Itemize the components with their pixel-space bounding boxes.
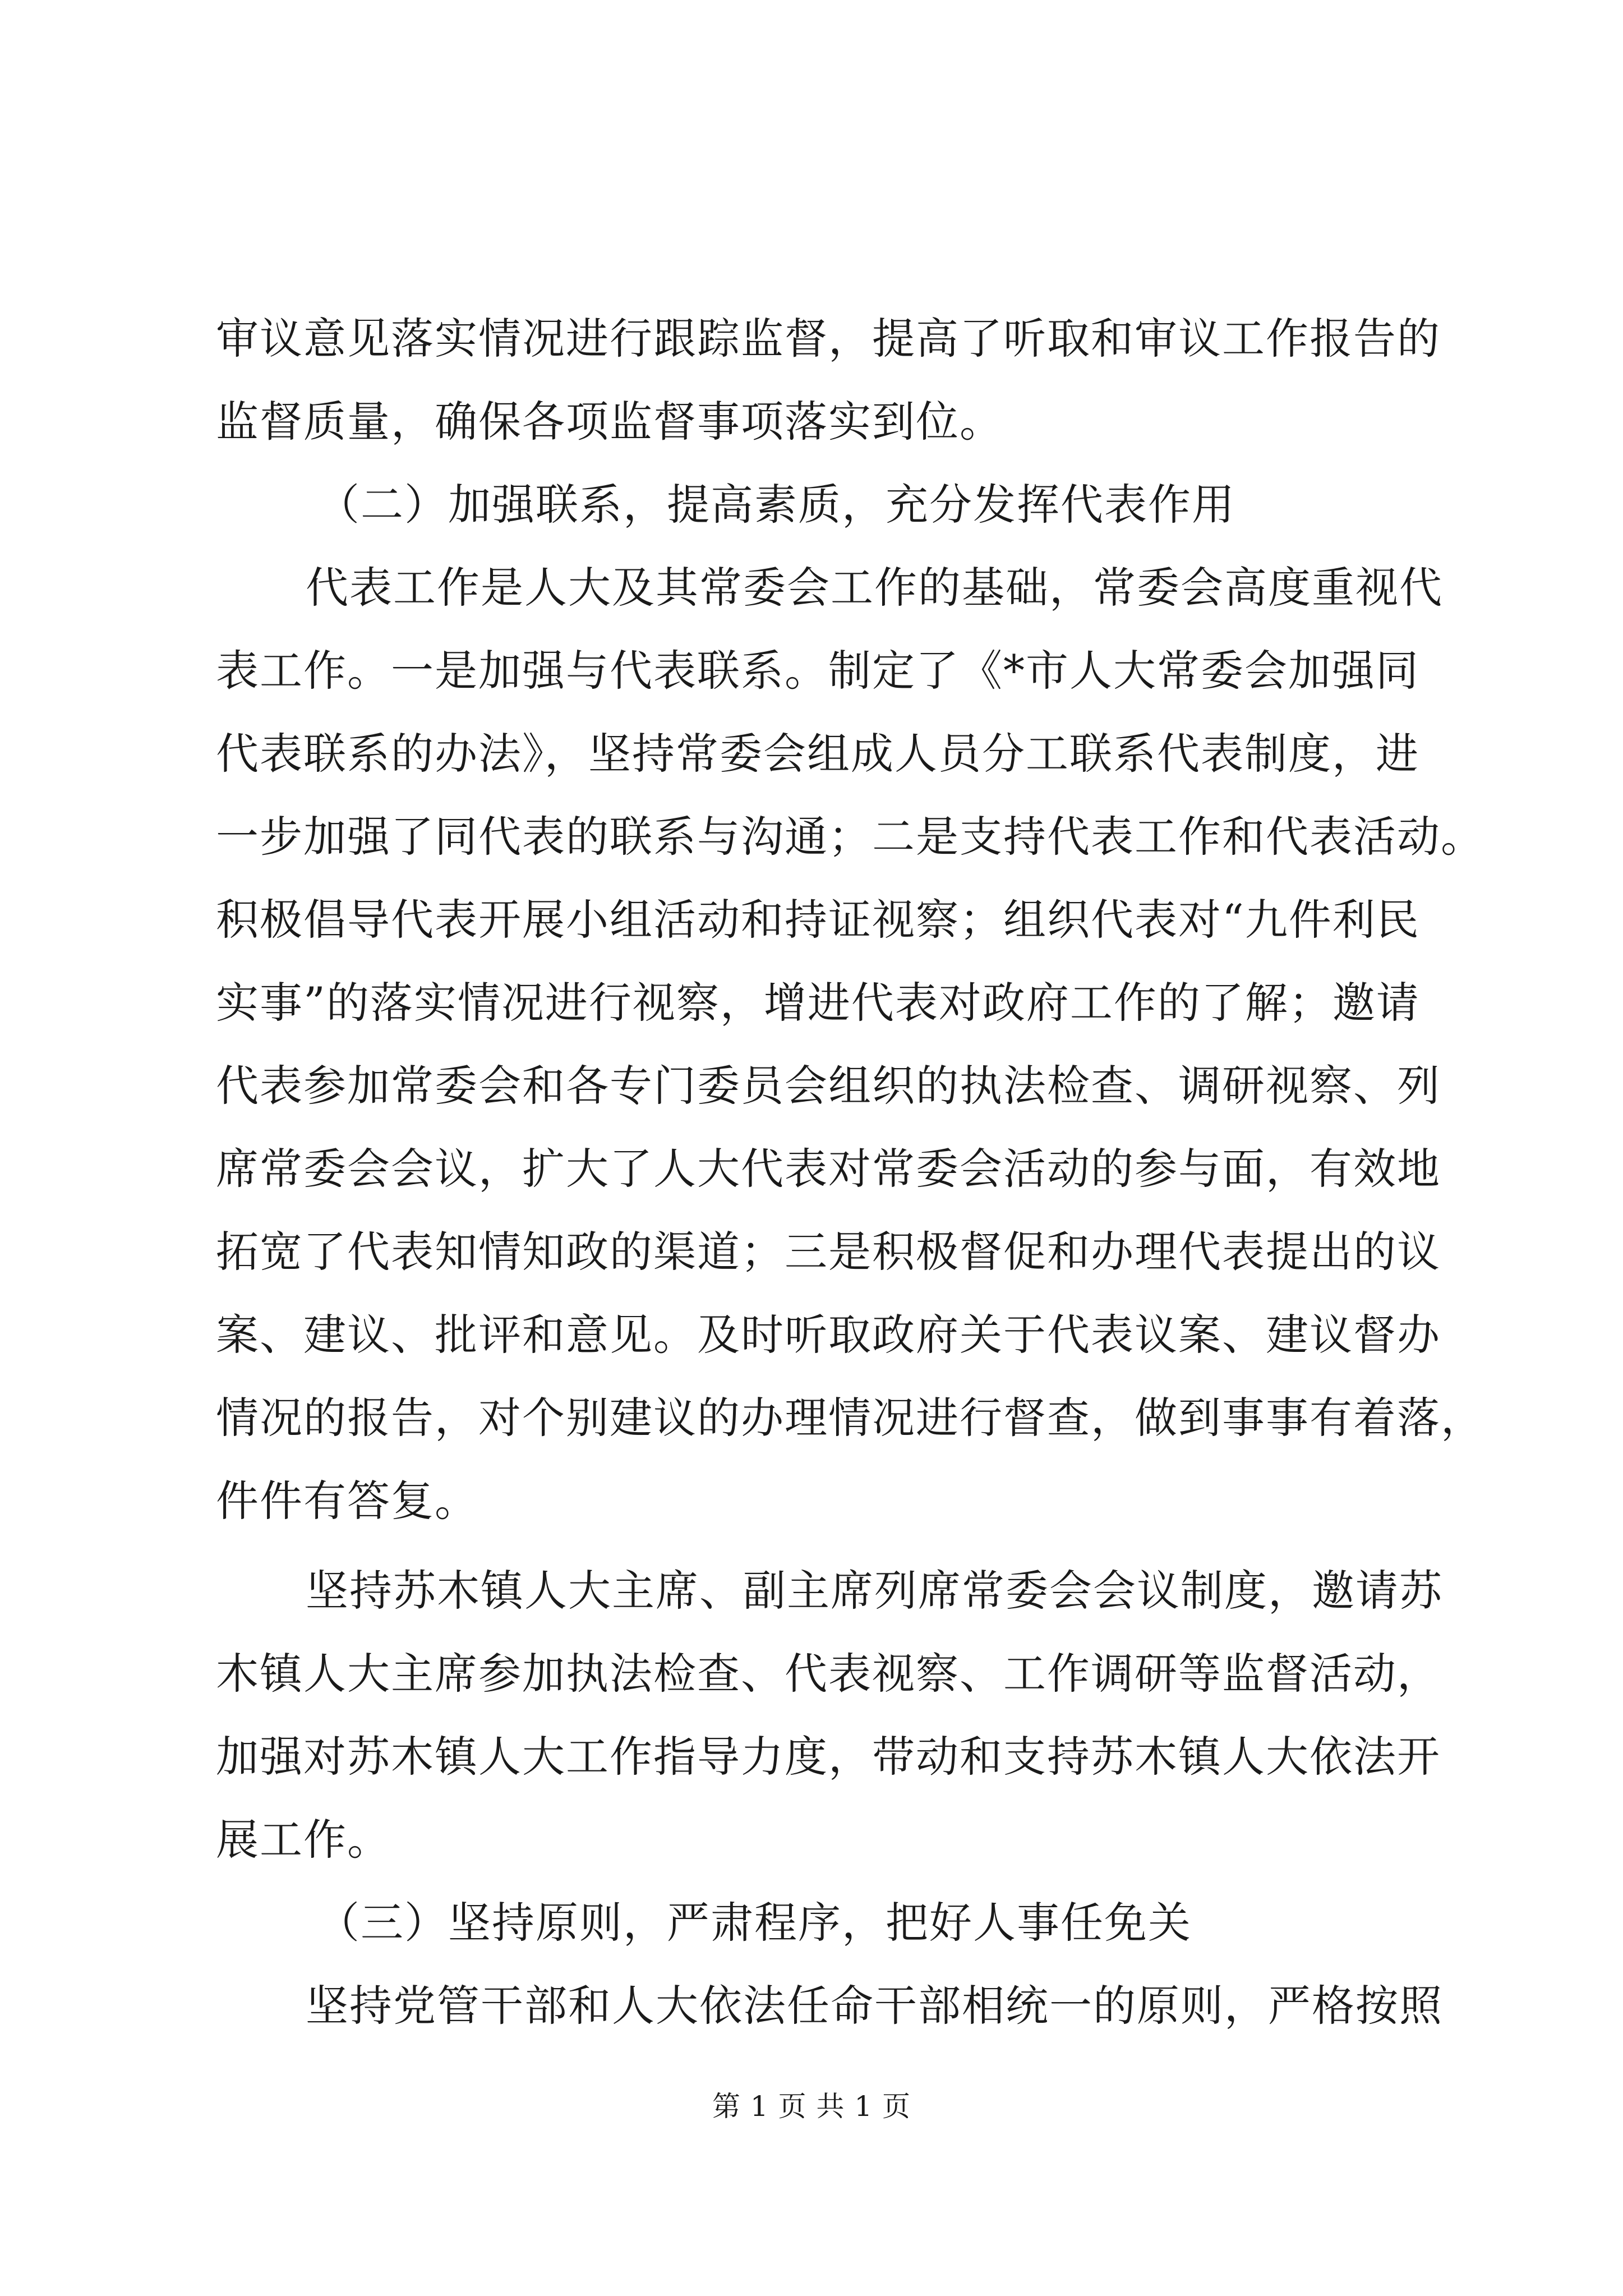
- section-heading: （二）加强联系，提高素质，充分发挥代表作用: [317, 480, 1235, 530]
- body-line: 代表联系的办法》，坚持常委会组成人员分工联系代表制度，进: [216, 729, 1419, 779]
- body-line: 木镇人大主席参加执法检查、代表视察、工作调研等监督活动，: [216, 1649, 1441, 1699]
- paragraph-first-line: 坚持苏木镇人大主席、副主席列席常委会会议制度，邀请苏: [306, 1566, 1443, 1616]
- body-line: 代表参加常委会和各专门委员会组织的执法检查、调研视察、列: [216, 1061, 1441, 1111]
- page-footer: 第 1 页 共 1 页: [712, 2090, 911, 2123]
- body-line: 展工作。: [216, 1815, 391, 1865]
- paragraph-first-line: 坚持党管干部和人大依法任命干部相统一的原则，严格按照: [306, 1981, 1443, 2031]
- body-line: 案、建议、批评和意见。及时听取政府关于代表议案、建议督办: [216, 1310, 1441, 1360]
- body-line: 情况的报告，对个别建议的办理情况进行督查，做到事事有着落，: [216, 1393, 1484, 1443]
- body-line: 加强对苏木镇人大工作指导力度，带动和支持苏木镇人大依法开: [216, 1732, 1441, 1782]
- paragraph-first-line: 代表工作是人大及其常委会工作的基础，常委会高度重视代: [306, 563, 1443, 613]
- section-heading: （三）坚持原则，严肃程序，把好人事任免关: [317, 1898, 1192, 1948]
- body-line: 表工作。一是加强与代表联系。制定了《*市人大常委会加强同: [216, 646, 1419, 696]
- body-line: 监督质量，确保各项监督事项落实到位。: [216, 397, 1003, 447]
- body-line: 席常委会会议，扩大了人大代表对常委会活动的参与面，有效地: [216, 1144, 1441, 1194]
- document-body: [216, 297, 1484, 2047]
- body-line: 拓宽了代表知情知政的渠道；三是积极督促和办理代表提出的议: [216, 1227, 1441, 1277]
- body-line: 积极倡导代表开展小组活动和持证视察；组织代表对“九件利民: [216, 895, 1420, 945]
- body-line: 件件有答复。: [216, 1476, 478, 1526]
- body-line: 一步加强了同代表的联系与沟通；二是支持代表工作和代表活动。: [216, 812, 1484, 862]
- body-line: 实事”的落实情况进行视察，增进代表对政府工作的了解；邀请: [216, 978, 1420, 1028]
- body-line: 审议意见落实情况进行跟踪监督，提高了听取和审议工作报告的: [216, 314, 1441, 364]
